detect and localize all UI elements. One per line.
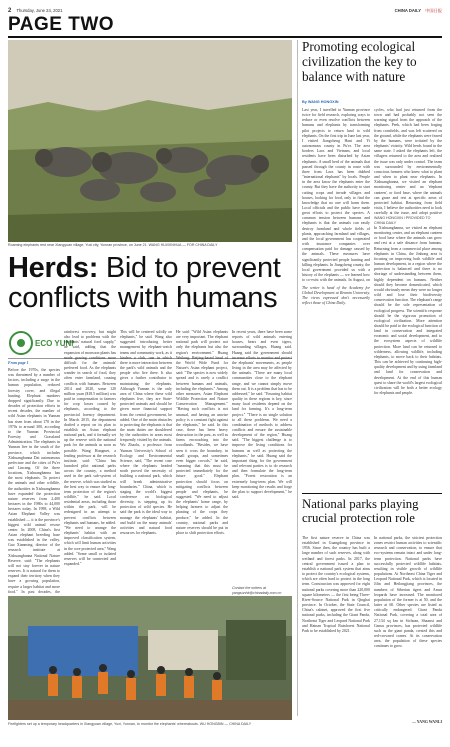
opinion-text-col3: In Xishuangbanna, we visited an elephant monitoring center, and an elephant canteen or food base where the animals can grow and rest at a safe distance from humans. Returning from a commercial place among elephants in China, the Jinhong area is focusing on improving both wildlife and human development, in a region where the protection is balanced and there is no shortage of understanding between them, highly dependent on humans. Neither should they become domesticated, which would obviously mean they were no longer wild and lose their biodiversity conservation function. The elephant's range should be the sole representation of ecological progress. The scientific response should be the vigorous promotion of ecological civilization. More attention should be paid to the ecological function of land in conservation and integrated economic and social development, and to the ecosystem aspects of wildlife protection. More land can be returned to wilderness, allowing wildlife, including elephants, to move back to their habitats. This can be achieved by continuing high-quality development and by using farmland and land for conservation and development. At the end of this human quest to share the world's largest ecological civilization will be both a better ecology for elephants and people. — [374, 226, 442, 395]
bottom-photo-caption: Firefighters set up a temporary headquarters in Xiangyuan village, Yuxi, Yunnan, to monitor the elephants' whereabouts. WU HONGBIN — CHINA DAILY — [8, 722, 252, 726]
parks-text-col1: The first nature reserve in China was established in Guangdong province in 1956. Since then, the country has built a large number of such reserves, along with wetland and forest parks. In 2017, the central government issued a plan to establish a national park system that aims to protect the country's ecological systems, which are often hard to protect in the long term. Construction was approved for eight national parks covering more than 220,000 square kilometers — the first being Three-River-Source National Park in Qinghai province. In October, the State Council, China's cabinet, approved the first five national parks, including the Giant Panda, Northeast Tiger and Leopard National Park and Hainan Tropical Rainforest National Park to be established by 2021. — [302, 536, 370, 633]
parks-headline: National parks playing crucial protection role — [302, 497, 419, 526]
opinion-text-col2: cycles, who had just returned from the town and had probably not seen the warning signal from the approach of the elephants. Peek, which had been forging from cornfields, and was left scattered on the ground, while the elephants were feared by the humans, were irritated by the elephants' vicinity. Wild herds found in the same state. I asked the elephants left, the villagers returned to the area and realized the issue was only under control. The team was surrounded by environmentally conscious farmers who knew what to plant and when to plant near elephants. In Xishuangbanna, we visited an elephant monitoring center and an 'elephant canteen', or food base, where the animals can graze and rest at specific areas of protected habitat. Returning from field visits, I believe the authorities need to look carefully at the issue, and adopt positive — [374, 108, 442, 216]
section-title: PAGE TWO — [8, 14, 115, 35]
page-number: 2 — [8, 8, 12, 14]
logo-text: ECO YUN — [35, 339, 72, 348]
herds-headline-bold: Herds: — [8, 252, 99, 284]
herds-headline-rest: Bid to prevent conflicts with humans — [8, 252, 281, 314]
publication-name-cn: 中国日报 — [425, 8, 442, 13]
from-page-label: From page 1 — [8, 361, 29, 365]
herds-text-col4: He said: "Wild Asian elephants are very important. The elephant national park will protect not only the elephants but also the region's environment." Huang Weilong, Beijing-based head of the World Wide Fund for Nature's Asian elephant project, said: "The species is now widely spread and is rarely a conflict between humans and animals, including the elephants." Among other measures, Asian Elephant Wildlife Protection and Nature Conservation Management." "Having such conflicts is not unusual, and having an unwise policy is a constant fight against the elephants," he said. In this case, there has been heavy destruction in the past, as well as farms encroaching into the woodlands. "Besides, we have seen it cross the boundary, in small groups, and sometimes even bigger crowds," he said, "meaning that this must be protected immediately for the future good." Elephant protection should focus on mitigating conflicts between people and elephants, he suggested. "We need to adjust the elephants' home range, by helping farmers to adjust the planting of the crops they produce," he added. In the country, national parks and nature reserves should be put in place to shift protection efforts. — [176, 330, 228, 536]
section-rule — [8, 36, 442, 38]
parks-text-col2: In national parks, the strictest protection zones restrict human activities to scientific research and conservation, to ensure that eco-systems remain intact and under long-term protection. National parks have successfully protected wildlife habitats, resulting in visible growth of wildlife populations. At Northeast China Tiger and Leopard National Park, which is located in Jilin and Heilongjiang provinces, the numbers of Siberian tigers and Amur leopards have increased. The monitored population of the former is at 50, and the latter at 60. Other species are listed as critically endangered. Giant Panda National Park, covering a total area of 27,134 sq km in Sichuan, Shaanxi and Gansu provinces, has protected wildlife such as the giant panda, crested ibis and red-crowned cranes. At its conservation area, the population of these species continues to grow. — [374, 536, 442, 649]
header-date: Thursday, June 24, 2021 — [16, 8, 63, 13]
herds-text-col3: This will be centered solidly on elephants," he said. Wang also suggested introducing better management by elephant-watch teams and community work, as it hinders a club, one in which there is more interaction between the park's wild animals and the people who live there. It also gives a further contributor to maintaining the elephants. Although Yunnan is the only area of China where these wild elephants live, they are State-protected animals and should be given more financial support from the central government, he added. One of the main obstacles to protecting the elephants is that the main duties are shouldered by the authorities in areas most frequently visited by the animals. Wu Zhaolu, a professor from Yunnan University's School of Ecology and Environmental Science, said, "The recent case where the elephants headed north proved the necessity of building a national park, which will break administrative boundaries." China, which is staging the world's biggest conference on biological diversity, is stepping up its protection of wild species. He said the park is the ideal way to manage the elephants' habitat, and build on the many animals' activities and natural food resources for elephants. — [120, 330, 172, 536]
herds-headline — [8, 254, 298, 313]
portrait-caption: WANG HONGXIN / PROVIDED TO CHINA DAILY — [374, 216, 431, 225]
firefighters-photo — [8, 596, 292, 720]
opinion-byline: By WANG HONGXIN — [302, 100, 339, 104]
opinion-headline: Promoting ecological civilization the key to balance with nature — [302, 39, 417, 84]
top-photo-caption: Roaming elephants rest near Xiangyuan village, Yuxi city, Yunnan province, on June 21. WANG HUI/XINHUA — FOR CHINA DAILY — [8, 243, 218, 247]
opinion-note: The writer is head of the Academy for Global Development at Renmin University. The views expressed don't necessarily reflect those of China Daily. — [302, 286, 370, 306]
contact-line: Contact the writers at yangsunhk@chinadaily.com.cn — [232, 586, 282, 595]
opinion-text-col1: Last year, I travelled to Yunnan province twice for field research, exploring ways to reduce or even resolve conflicts between humans and elephants by transforming pilot projects to return land to wild elephants. On the first trip in June last year, I visited Jiangcheng Hani and Yi autonomous county in Pu'er. The area borders Laos and Vietnam, and local residents have been disturbed by Asian elephants. A small herd of the animals that passed through the county in route with three from Laos has been dubbed "international elephants" by locals. People in the area know the elephants enter the county. But they have the authority to start cutting crops and invade villages and houses, looking for food, only to find the knowledge that no one will harm them. Local officials and the public have made great efforts to protect the species. A common tension between humans and elephants is that the animals can easily destroy farmland and whole fields of plants, approaching farmland and villages, and the local government has cooperated with insurance companies over compensation paid for damage caused by the animals. These measures have significantly protected people hunting and killing elephants. In Jiangcheng county, the local government provided us with a history of the elephants — we learned how to co-exist with the animals. In August, on — [302, 108, 370, 283]
parks-signoff: — YANG WANLI — [412, 720, 442, 724]
parks-rule — [302, 493, 442, 494]
publication-name: CHINA DAILY — [394, 8, 422, 13]
herds-text-col2: rainforest recovery, but might also lead to problems with the elephants' natural food supply," he said, adding that the expansion of monsoon plants has made grazing conditions more difficult for the animals' preferred food. As the elephants wander in search of food, they often enter farmland, causing conflicts with humans. Between 2014 and 2020, some 120 million yuan ($18.5 million) was paid in compensation to farmers for crop losses caused by elephants, according to the provincial forestry department. In March 2015, the department drafted a report on its plan to establish an Asian elephant national park, and it formally set up the reserve with the national park for the animals as soon as possible. Wang Hongmei, a leading professor at the research institute, said: "China has launched pilot national parks across the country, a method used in the park sub-system of the reserve, which was studied as the best way to ensure the long-term protection of the region's wildlife," he said. Local residential areas, including those within the park, will be redesigned in an attempt to prevent conflicts between elephants and humans, he added. "We need to arrange the elephants' habitat with an improved classification system, which will limit human activities in the core protected area," Wang added. "Some small or isolated reserves will be connected and expanded." — [64, 330, 116, 567]
right-column-divider — [297, 40, 298, 716]
elephants-photo — [8, 40, 292, 242]
firefighters-illustration — [8, 596, 292, 720]
herds-text-col5: In recent years, there have been some reports of wild animals entering houses, bears and even tigers, surrounding villages, Huang said. Huang said the government should increase efforts to monitor and protect the elephants' movements, as people living in the area may be affected by the animals. "There are many local communities close to the elephant range, and we cannot simply move them out. It is a problem that has to be addressed," he said. "Ensuring habitat quality in these regions is key, since many local residents depend on the land for farming. It's a long-term project." "There is no single solution to all these problems. We need a combination of methods to address conflicts and ensure the sustainable development of the region," Huang said. "The biggest challenge is to improve the living conditions for humans as well as protecting the elephants," he said. Huang said the important thing for the government and relevant parties is to do research and then formulate the long-term plan. "Forest restoration is an extremely long-term plan. We will keep monitoring the results and forge the plan to support development," he said. — [232, 330, 292, 499]
header-right — [395, 8, 442, 14]
herds-text-col1: Before the 1970s, the species was threatened by a number of factors, including a surge in the human population, reduced forestry cover, and illegal hunting. Elephant numbers dropped significantly. Due to decades of protection efforts in recent decades, the number of wild Asian elephants in Yunnan has risen from about 170 in the 1970s to around 300, according to the Yunnan Provincial Forestry and Grassland Administration. The elephants in Yunnan live in the south of the province, which includes Xishuangbanna Dai autonomous prefecture and the cities of Pu'er and Lincang. Of the three locations, Xishuangbanna has the most elephants. To protect the animals and other wildlife, the authorities in Xishuangbanna have expanded the protection nature reserves from 2,400 hectares in the 1980s to 44,000 hectares today. In 1998, a Wild Asian Elephant Valley was established — it is the province's biggest wild animal rescue center. In 2008, China's first Asian elephant breeding base was established in the valley. Guo Xianming, director of the research institute at Xishuangbanna National Nature Reserve, said: "The elephants will not stay forever in nature reserves. It is natural for them to expand their territory when they have a growing population, require a larger habitat and more food." In past decades, the — [8, 368, 60, 594]
elephants-illustration — [8, 40, 292, 242]
